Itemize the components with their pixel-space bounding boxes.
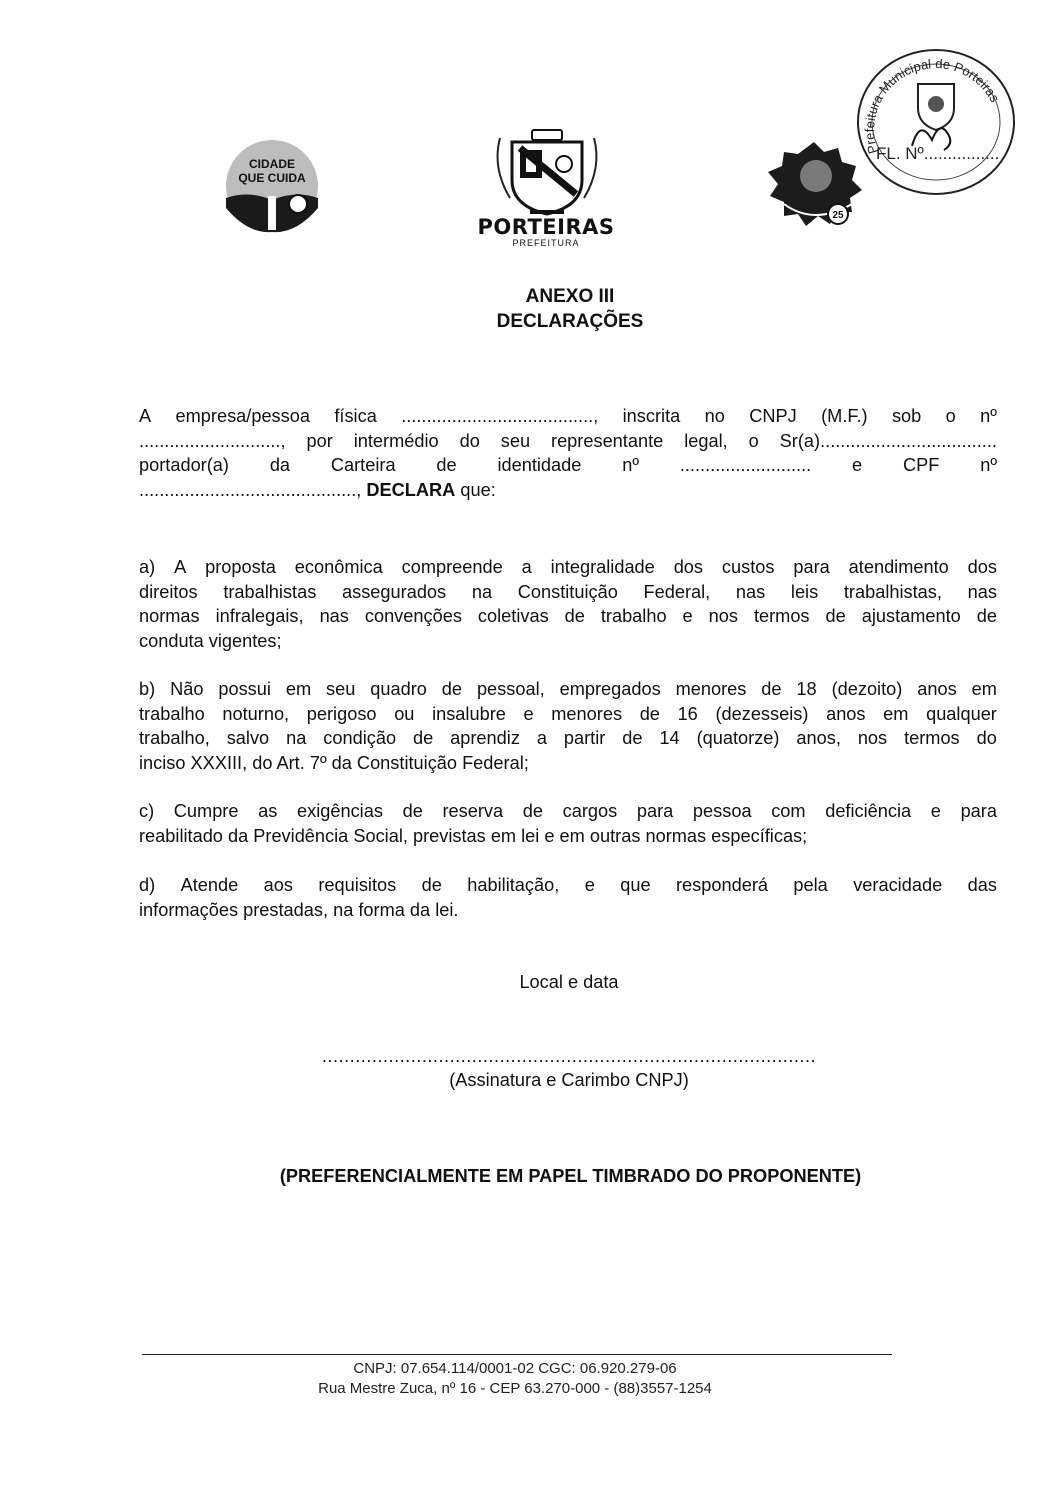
declaration-item-d <box>139 873 997 922</box>
word: trabalho <box>139 703 205 724</box>
word: representante <box>551 430 664 451</box>
word: 14 <box>659 728 680 748</box>
word: sob <box>891 406 922 426</box>
municipal-stamp <box>848 48 1016 198</box>
word: Constituição <box>517 581 618 602</box>
brand-name: PORTEIRAS <box>477 215 615 239</box>
intro-paragraph <box>139 404 997 502</box>
item-line <box>139 799 997 824</box>
word: com <box>771 801 806 821</box>
word: Não <box>170 679 204 699</box>
word: de <box>564 606 585 626</box>
word: e <box>523 703 534 724</box>
preference-note: (PREFERENCIALMENTE EM PAPEL TIMBRADO DO PROPONENTE) <box>279 1166 862 1186</box>
brand-sub: PREFEITURA <box>512 238 580 248</box>
word: (dezoito) <box>831 679 903 699</box>
word: anos, <box>796 728 841 748</box>
word: Cumpre <box>173 801 239 821</box>
word: ou <box>394 703 415 724</box>
word: qualquer <box>926 703 997 724</box>
word: empresa/pessoa <box>175 406 310 426</box>
word: anos <box>826 703 866 724</box>
word: assegurados <box>342 581 447 602</box>
signature-line: ......................................................................................... <box>321 1046 817 1066</box>
item-last-line: reabilitado da Previdência Social, previstas em lei e em outras normas específicas; <box>139 825 808 846</box>
word: nas <box>967 581 997 602</box>
intro-last-line <box>139 478 997 503</box>
word: 16 <box>677 703 698 724</box>
word: as <box>258 801 278 821</box>
footer-cnpj: CNPJ: 07.654.114/0001-02 CGC: 06.920.279-06 <box>353 1360 677 1377</box>
word: aos <box>263 875 293 895</box>
word: partir <box>563 728 606 748</box>
porteiras-brand <box>468 216 624 248</box>
word: para <box>960 801 997 821</box>
word: A <box>174 557 187 577</box>
word: nos <box>708 606 738 626</box>
word: nas <box>735 581 766 602</box>
declaration-item-b <box>139 677 997 775</box>
word: e <box>930 801 941 821</box>
anniversary-number: 25 <box>832 210 844 221</box>
word: perigoso <box>306 703 377 724</box>
word: em <box>285 679 312 699</box>
intro-line <box>139 404 997 429</box>
word: habilitação, <box>467 875 560 895</box>
word: e <box>852 455 863 475</box>
word: pessoa <box>692 801 752 821</box>
word: integralidade <box>550 557 655 577</box>
word: 18 <box>796 679 817 699</box>
declarations-title: DECLARAÇÕES <box>496 311 644 332</box>
word: direitos <box>139 581 198 602</box>
item-line <box>139 873 997 898</box>
word: c) <box>139 801 155 821</box>
word: aprendiz <box>450 728 520 748</box>
word: no <box>704 406 725 426</box>
annex-title: ANEXO III <box>525 286 615 307</box>
word: anos <box>917 679 957 699</box>
word: a <box>521 557 532 577</box>
word: (M.F.) <box>821 406 868 426</box>
word: a <box>536 728 547 748</box>
word: identidade <box>497 455 582 475</box>
word: (quatorze) <box>696 728 780 748</box>
word: termos <box>904 728 960 748</box>
word: CPF <box>903 455 940 475</box>
item-line <box>139 677 997 702</box>
word: normas <box>139 606 200 626</box>
word: ......................................, <box>401 406 599 426</box>
word: dos <box>967 557 997 577</box>
svg-text:QUE CUIDA: QUE CUIDA <box>238 171 306 185</box>
footer-divider <box>142 1354 892 1355</box>
word: de <box>412 728 434 748</box>
word: o <box>945 406 956 426</box>
word: coletivas <box>477 606 549 626</box>
word: nº <box>980 406 997 426</box>
word: insalubre <box>432 703 506 724</box>
stamp-ring-text: Prefeitura Municipal de Porteiras <box>861 56 1003 156</box>
word: a) <box>139 557 156 577</box>
word: Federal, <box>643 581 711 602</box>
word: que <box>620 875 651 895</box>
word: b) <box>139 679 156 699</box>
word: Sr(a)................................... <box>779 430 997 451</box>
word: de <box>522 801 543 821</box>
word: compreende <box>401 557 503 577</box>
word: (dezesseis) <box>715 703 809 724</box>
word: inscrita <box>622 406 681 426</box>
word: condição <box>323 728 397 748</box>
word: Carteira <box>330 455 396 475</box>
word: ajustamento <box>861 606 961 626</box>
word: de <box>436 455 457 475</box>
word: deficiência <box>825 801 912 821</box>
word: reserva <box>442 801 504 821</box>
declaration-item-c <box>139 799 997 848</box>
word: responderá <box>675 875 768 895</box>
word: trabalho, <box>139 728 210 748</box>
word: infralegais, <box>215 606 304 626</box>
word: do <box>459 430 480 451</box>
porteiras-crest-logo <box>490 128 604 218</box>
word: em <box>971 679 997 699</box>
word: A <box>139 406 152 426</box>
word: de <box>441 679 463 699</box>
item-last-line: informações prestadas, na forma da lei. <box>139 899 459 920</box>
word: menores <box>551 703 623 724</box>
word: para <box>793 557 830 577</box>
word: na <box>286 728 307 748</box>
word: e <box>584 875 595 895</box>
word: requisitos <box>318 875 397 895</box>
word: de <box>402 801 423 821</box>
word: econômica <box>294 557 383 577</box>
stamp-field-label: FL. Nº................ <box>876 144 1000 163</box>
word: da <box>269 455 291 475</box>
item-line <box>139 726 997 751</box>
word: Atende <box>180 875 239 895</box>
word: pessoal, <box>476 679 545 699</box>
declaration-item-a <box>139 555 997 653</box>
word: em <box>883 703 909 724</box>
word: de <box>761 679 782 699</box>
word: nº <box>980 455 997 475</box>
word: de <box>421 875 442 895</box>
word: noturno, <box>222 703 290 724</box>
word: proposta <box>205 557 276 577</box>
word: leis <box>790 581 819 602</box>
word: de <box>622 728 643 748</box>
item-line <box>139 555 997 580</box>
item-line <box>139 604 997 629</box>
word: CNPJ <box>749 406 797 426</box>
word: termos <box>753 606 810 626</box>
word: possui <box>218 679 271 699</box>
intro-last-prefix: ..........................................., <box>139 479 367 500</box>
word: seu <box>326 679 356 699</box>
intro-line <box>139 453 997 478</box>
word: menores <box>675 679 747 699</box>
word: o <box>748 430 759 451</box>
word: intermédio <box>353 430 439 451</box>
word: exigências <box>296 801 383 821</box>
word: para <box>636 801 674 821</box>
word: por <box>306 430 333 451</box>
word: trabalho <box>600 606 667 626</box>
word: pela <box>793 875 828 895</box>
cidade-que-cuida-logo <box>218 138 326 234</box>
word: trabalhistas, <box>843 581 942 602</box>
item-line <box>139 702 997 727</box>
word: das <box>967 875 997 895</box>
word: dos <box>673 557 704 577</box>
word: na <box>471 581 493 602</box>
word: física <box>334 406 377 426</box>
intro-line <box>139 429 997 454</box>
item-last-line: inciso XXXIII, do Art. 7º da Constituição Federal; <box>139 752 529 773</box>
word: de <box>825 606 846 626</box>
word: quadro <box>370 679 427 699</box>
word: veracidade <box>853 875 943 895</box>
word: de <box>639 703 660 724</box>
word: cargos <box>562 801 618 821</box>
signature-label: (Assinatura e Carimbo CNPJ) <box>449 1070 689 1090</box>
declara-keyword: DECLARA <box>366 479 456 500</box>
word: e <box>682 606 693 626</box>
word: do <box>976 728 997 748</box>
word: custos <box>721 557 775 577</box>
item-last-line: conduta vigentes; <box>139 630 282 651</box>
word: .......................... <box>679 455 812 475</box>
word: trabalhistas <box>223 581 317 602</box>
local-date: Local e data <box>519 972 619 992</box>
word: d) <box>139 875 156 895</box>
svg-text:CIDADE: CIDADE <box>248 157 296 171</box>
word: ............................, <box>139 430 286 451</box>
word: atendimento <box>848 557 949 577</box>
word: seu <box>500 430 531 451</box>
word: nas <box>319 606 349 626</box>
footer-address: Rua Mestre Zuca, nº 16 - CEP 63.270-000 - (88)3557-1254 <box>318 1380 712 1397</box>
word: salvo <box>226 728 270 748</box>
word: legal, <box>684 430 728 451</box>
word: nº <box>622 455 639 475</box>
word: nos <box>857 728 888 748</box>
intro-last-suffix: que: <box>455 479 496 500</box>
word: empregados <box>559 679 661 699</box>
word: convenções <box>364 606 462 626</box>
word: portador(a) <box>139 455 229 475</box>
item-line <box>139 580 997 605</box>
word: de <box>976 606 997 626</box>
